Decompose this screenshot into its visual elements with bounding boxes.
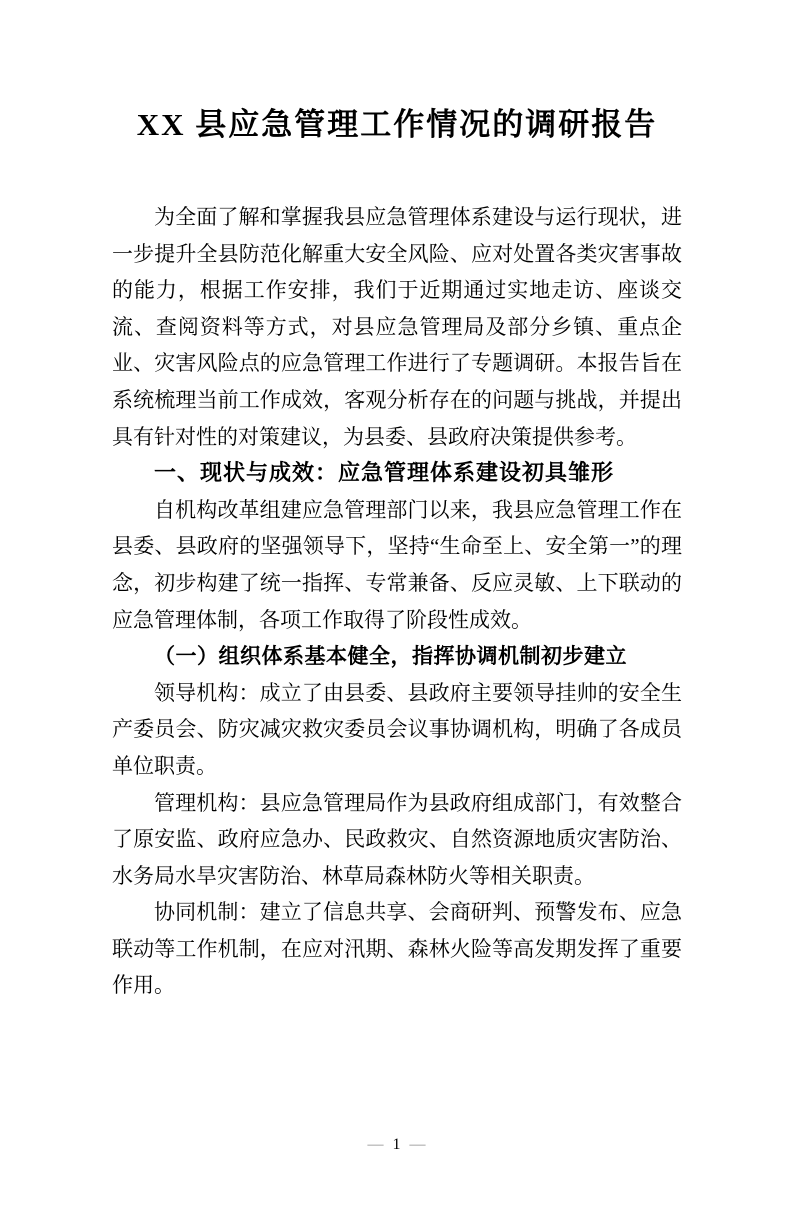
paragraph-management-body: 管理机构：县应急管理局作为县政府组成部门，有效整合了原安监、政府应急办、民政救灾、自然资源地质灾害防治、水务局水旱灾害防治、林草局森林防火等相关职责。 <box>112 790 682 888</box>
paragraph-coordination-body: 协同机制：建立了信息共享、会商研判、预警发布、应急联动等工作机制，在应对汛期、森林火险等高发期发挥了重要作用。 <box>112 900 682 998</box>
page-number: 1 <box>392 1136 401 1153</box>
document-title: XX 县应急管理工作情况的调研报告 <box>136 107 658 142</box>
document-content <box>112 101 682 1004</box>
subsection-1-heading: （一）组织体系基本健全，指挥协调机制初步建立 <box>154 644 627 669</box>
footer-dash-right: — <box>409 1136 426 1153</box>
section-1-heading: 一、现状与成效：应急管理体系建设初具雏形 <box>154 460 615 486</box>
intro-paragraph: 为全面了解和掌握我县应急管理体系建设与运行现状，进一步提升全县防范化解重大安全风险、应对处置各类灾害事故的能力，根据工作安排，我们于近期通过实地走访、座谈交流、查阅资料等方式，对县应急管理局及部分乡镇、重点企业、灾害风险点的应急管理工作进行了专题调研。本报告旨在系统梳理当前工作成效，客观分析存在的问题与挑战，并提出具有针对性的对策建议，为县委、县政府决策提供参考。 <box>112 205 682 449</box>
section-1-lead-paragraph: 自机构改革组建应急管理部门以来，我县应急管理工作在县委、县政府的坚强领导下，坚持“生命至上、安全第一”的理念，初步构建了统一指挥、专常兼备、反应灵敏、上下联动的应急管理体制，各项工作取得了阶段性成效。 <box>112 497 682 632</box>
footer-dash-left: — <box>367 1136 384 1153</box>
document-page <box>0 101 793 1223</box>
page-footer <box>0 1135 793 1155</box>
document-body <box>112 199 682 1004</box>
paragraph-leadership-body: 领导机构：成立了由县委、县政府主要领导挂帅的安全生产委员会、防灾减灾救灾委员会议事协调机构，明确了各成员单位职责。 <box>112 680 682 778</box>
